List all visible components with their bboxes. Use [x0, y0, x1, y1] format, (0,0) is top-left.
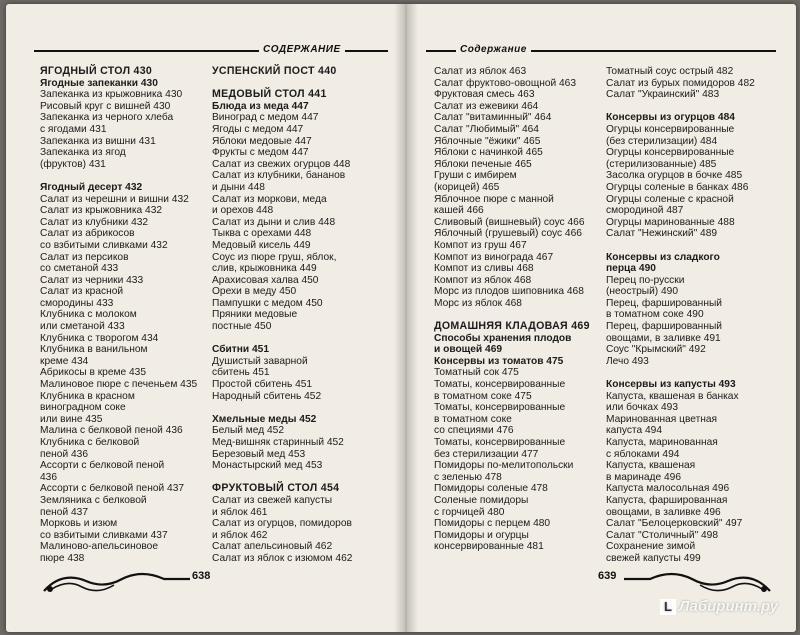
toc-entry: Салат "Украинский" 483: [606, 89, 720, 101]
toc-entry: Земляника с белковой: [40, 494, 147, 506]
toc-section: Способы хранения плодов: [434, 332, 572, 344]
toc-chapter: ФРУКТОВЫЙ СТОЛ 454: [212, 482, 340, 495]
toc-entry: со специями 476: [434, 425, 514, 437]
toc-column-1: [40, 66, 197, 565]
toc-entry: Салат из бурых помидоров 482: [606, 77, 755, 89]
toc-entry: Перец по-русски: [606, 274, 685, 286]
toc-column-3: [434, 66, 590, 553]
toc-chapter: УСПЕНСКИЙ ПОСТ 440: [212, 65, 337, 77]
toc-entry: Запеканка из крыжовника 430: [40, 89, 183, 101]
toc-entry: пюре 438: [40, 552, 85, 564]
toc-entry: (неострый) 490: [606, 286, 679, 298]
toc-entry: Салат из дыни и слив 448: [212, 216, 336, 228]
toc-chapter: МЕДОВЫЙ СТОЛ 441: [212, 88, 327, 101]
toc-section: Консервы из капусты 493: [606, 379, 736, 391]
toc-entry: Морс из плодов шиповника 468: [434, 286, 584, 298]
toc-entry: овощами, в заливке 496: [606, 506, 721, 518]
toc-entry: Ягоды с медом 447: [212, 123, 304, 135]
toc-entry: Малиново-апельсиновое: [40, 541, 159, 553]
toc-entry: или сметаной 433: [40, 321, 125, 333]
toc-entry: в маринаде 496: [606, 471, 681, 483]
toc-entry: (фруктов) 431: [40, 158, 106, 170]
toc-entry: Томаты, консервированные: [434, 437, 566, 448]
toc-entry: Салат "Любимый" 464: [434, 123, 539, 135]
toc-entry: Помидоры с перцем 480: [434, 518, 551, 530]
toc-entry: Виноград с медом 447: [212, 112, 319, 124]
toc-entry: 436: [40, 471, 57, 483]
toc-entry: Салат "витаминный" 464: [434, 112, 552, 124]
toc-entry: Томатный соус острый 482: [606, 66, 734, 77]
toc-entry: (корицей) 465: [434, 181, 500, 193]
ornament-right-icon: [622, 567, 772, 601]
toc-entry: Засолка огурцов в бочке 485: [606, 170, 743, 182]
toc-entry: виноградном соке: [40, 402, 126, 414]
page-number-right: 639: [598, 570, 617, 582]
toc-entry: Помидоры соленые 478: [434, 483, 548, 495]
toc-entry: Помидоры по-мелитопольски: [434, 460, 574, 472]
toc-section: Сбитни 451: [212, 344, 270, 356]
toc-entry: или вине 435: [40, 413, 103, 425]
toc-entry: Пряники медовые: [212, 309, 298, 321]
toc-entry: без стерилизации 477: [434, 448, 539, 460]
toc-entry: Салат "Столичный" 498: [606, 529, 719, 541]
toc-entry: Яблочный (грушевый) соус 466: [434, 228, 582, 240]
toc-entry: Соус "Крымский" 492: [606, 344, 706, 356]
toc-entry: Пампушки с медом 450: [212, 297, 323, 309]
toc-entry: пеной 436: [40, 448, 88, 460]
toc-spacer: [40, 170, 197, 182]
toc-entry: Клубника в ванильном: [40, 344, 148, 356]
toc-section: Ягодные запеканки 430: [40, 77, 158, 89]
toc-entry: Перец, фаршированный: [606, 297, 722, 309]
header-title-right: Содержание: [456, 44, 531, 55]
toc-chapter: ЯГОДНЫЙ СТОЛ 430: [40, 65, 153, 77]
toc-entry: Морковь и изюм: [40, 518, 118, 530]
toc-entry: Капуста, квашеная в банках: [606, 390, 739, 402]
toc-entry: Арахисовая халва 450: [212, 274, 319, 286]
toc-entry: Капуста, маринованная: [606, 437, 718, 448]
book-spread: [6, 4, 796, 632]
toc-entry: Абрикосы в креме 435: [40, 367, 146, 379]
toc-entry: смородины 433: [40, 297, 114, 309]
toc-entry: креме 434: [40, 355, 89, 367]
toc-entry: консервированные 481: [434, 541, 544, 553]
toc-entry: Клубника с молоком: [40, 309, 137, 321]
toc-entry: Фруктовая смесь 463: [434, 89, 535, 101]
toc-entry: Салат "Нежинский" 489: [606, 228, 718, 240]
toc-entry: и яблок 462: [212, 529, 268, 541]
toc-entry: Помидоры и огурцы: [434, 529, 529, 541]
toc-entry: Компот из груш 467: [434, 239, 527, 251]
toc-spacer: [606, 101, 755, 113]
toc-entry: Орехи в меду 450: [212, 286, 297, 298]
toc-entry: в томатном соке 475: [434, 390, 532, 402]
toc-spacer: [212, 402, 352, 414]
toc-entry: Салат из яблок 463: [434, 66, 527, 77]
toc-entry: с зеленью 478: [434, 471, 502, 483]
toc-entry: Капуста, квашеная: [606, 460, 696, 472]
header-left: [34, 44, 388, 58]
toc-entry: Монастырский мед 453: [212, 460, 323, 472]
toc-entry: Маринованная цветная: [606, 413, 718, 425]
toc-entry: свежей капусты 499: [606, 552, 701, 564]
toc-entry: Салат из моркови, меда: [212, 193, 327, 205]
toc-column-4: [606, 66, 755, 565]
labirint-logo-icon: L: [660, 599, 676, 615]
toc-entry: Салат из абрикосов: [40, 228, 135, 240]
toc-entry: Народный сбитень 452: [212, 390, 322, 402]
toc-entry: с яблоками 494: [606, 448, 680, 460]
ornament-left-icon: [42, 567, 192, 601]
toc-entry: Малиновое пюре с печеньем 435: [40, 379, 198, 391]
toc-entry: Морс из яблок 468: [434, 297, 522, 309]
toc-entry: с ягодами 431: [40, 123, 107, 135]
toc-section: Хмельные меды 452: [212, 413, 317, 425]
toc-entry: Яблоки с начинкой 465: [434, 147, 543, 159]
toc-entry: сбитень 451: [212, 367, 270, 379]
toc-entry: Сливовый (вишневый) соус 466: [434, 216, 585, 228]
toc-entry: (без стерилизации) 484: [606, 135, 718, 147]
toc-entry: Запеканка из ягод: [40, 147, 126, 159]
toc-spacer: [212, 333, 352, 345]
toc-entry: Тыква с орехами 448: [212, 228, 312, 240]
toc-entry: кашей 466: [434, 205, 484, 217]
toc-entry: Яблочные "ёжики" 465: [434, 135, 541, 147]
toc-entry: Салат из яблок с изюмом 462: [212, 552, 353, 564]
toc-section: и овощей 469: [434, 344, 503, 356]
toc-entry: Салат из черешни и вишни 432: [40, 193, 189, 205]
toc-entry: Салат из черники 433: [40, 274, 144, 286]
toc-entry: Малина с белковой пеной 436: [40, 425, 183, 437]
toc-entry: Мед-вишняк старинный 452: [212, 437, 344, 448]
toc-entry: с горчицей 480: [434, 506, 505, 518]
toc-section: Блюда из меда 447: [212, 100, 309, 112]
toc-chapter: ДОМАШНЯЯ КЛАДОВАЯ 469: [434, 320, 590, 333]
toc-entry: со взбитыми сливками 437: [40, 529, 168, 541]
toc-entry: Запеканка из черного хлеба: [40, 112, 174, 124]
watermark-text: Лабиринт.ру: [679, 598, 779, 615]
toc-entry: Салат из красной: [40, 286, 124, 298]
book-gutter: [394, 4, 418, 632]
toc-entry: со сметаной 433: [40, 263, 119, 275]
toc-section: Консервы из томатов 475: [434, 355, 564, 367]
toc-entry: в томатном соке 490: [606, 309, 704, 321]
toc-entry: постные 450: [212, 321, 272, 333]
toc-entry: Томатный сок 475: [434, 367, 519, 379]
toc-entry: (стерилизованные) 485: [606, 158, 717, 170]
toc-entry: Клубника с творогом 434: [40, 332, 159, 344]
toc-section: Ягодный десерт 432: [40, 181, 143, 193]
toc-entry: Клубника в красном: [40, 390, 135, 402]
toc-entry: Томаты, консервированные: [434, 379, 566, 391]
toc-entry: Белый мед 452: [212, 425, 285, 437]
toc-entry: Огурцы соленые с красной: [606, 193, 734, 205]
toc-entry: Простой сбитень 451: [212, 379, 313, 391]
toc-entry: Салат из свежих огурцов 448: [212, 158, 351, 170]
toc-column-2: [212, 66, 352, 565]
toc-section: Консервы из огурцов 484: [606, 112, 735, 124]
toc-entry: Салат из свежей капусты: [212, 494, 333, 506]
toc-entry: Салат из огурцов, помидоров: [212, 518, 352, 530]
toc-entry: Салат из персиков: [40, 251, 129, 263]
toc-entry: Медовый кисель 449: [212, 239, 311, 251]
toc-entry: или бочках 493: [606, 402, 679, 414]
toc-entry: Перец, фаршированный: [606, 321, 722, 333]
toc-entry: Рисовый круг с вишней 430: [40, 100, 171, 112]
toc-entry: Салат "Белоцерковский" 497: [606, 518, 743, 530]
toc-entry: Компот из винограда 467: [434, 251, 554, 263]
toc-entry: Клубника с белковой: [40, 437, 140, 448]
toc-entry: Соус из пюре груш, яблок,: [212, 251, 337, 263]
toc-entry: Душистый заварной: [212, 355, 308, 367]
toc-entry: и яблок 461: [212, 506, 268, 518]
toc-entry: Капуста малосольная 496: [606, 483, 730, 495]
toc-entry: Запеканка из вишни 431: [40, 135, 156, 147]
toc-entry: Салат из клубники, бананов: [212, 170, 346, 182]
toc-entry: Березовый мед 453: [212, 448, 306, 460]
toc-entry: Салат апельсиновый 462: [212, 541, 333, 553]
toc-entry: Компот из яблок 468: [434, 274, 532, 286]
toc-entry: Огурцы маринованные 488: [606, 216, 735, 228]
toc-entry: в томатном соке: [434, 413, 512, 425]
toc-entry: Огурцы консервированные: [606, 147, 735, 159]
toc-entry: Огурцы консервированные: [606, 123, 735, 135]
toc-entry: и дыни 448: [212, 181, 265, 193]
toc-entry: Салат из клубники 432: [40, 216, 149, 228]
toc-entry: Сохранение зимой: [606, 541, 696, 553]
toc-entry: Яблоки медовые 447: [212, 135, 312, 147]
toc-entry: овощами, в заливке 491: [606, 332, 721, 344]
toc-entry: Соленые помидоры: [434, 494, 529, 506]
toc-entry: Салат из крыжовника 432: [40, 205, 163, 217]
toc-entry: Томаты, консервированные: [434, 402, 566, 414]
toc-entry: Огурцы соленые в банках 486: [606, 181, 749, 193]
toc-spacer: [606, 240, 755, 252]
toc-entry: Груши с имбирем: [434, 170, 517, 182]
toc-entry: Салат фруктово-овощной 463: [434, 77, 577, 89]
toc-entry: Компот из сливы 468: [434, 263, 534, 275]
toc-entry: Капуста, фаршированная: [606, 494, 728, 506]
toc-section: Консервы из сладкого: [606, 251, 720, 263]
toc-entry: Яблоки печеные 465: [434, 158, 532, 170]
toc-entry: Лечо 493: [606, 355, 649, 367]
toc-entry: Фрукты с медом 447: [212, 147, 309, 159]
toc-entry: слив, крыжовника 449: [212, 263, 317, 275]
toc-entry: Яблочное пюре с манной: [434, 193, 554, 205]
toc-section: перца 490: [606, 263, 656, 275]
toc-entry: со взбитыми сливками 432: [40, 239, 168, 251]
page-number-left: 638: [192, 570, 211, 582]
toc-entry: смородиной 487: [606, 205, 684, 217]
header-title-left: СОДЕРЖАНИЕ: [259, 44, 345, 55]
toc-entry: и орехов 448: [212, 205, 274, 217]
toc-entry: Ассорти с белковой пеной 437: [40, 483, 185, 495]
header-right: [426, 44, 776, 58]
toc-spacer: [606, 367, 755, 379]
watermark: [660, 598, 778, 615]
toc-entry: Ассорти с белковой пеной: [40, 460, 165, 472]
toc-entry: Салат из ежевики 464: [434, 100, 539, 112]
toc-entry: капуста 494: [606, 425, 662, 437]
toc-entry: пеной 437: [40, 506, 88, 518]
